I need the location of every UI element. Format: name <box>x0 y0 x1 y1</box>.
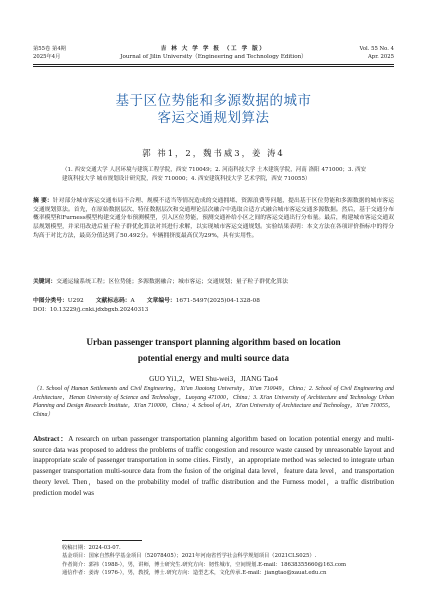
article-number-value: 1671-5497(2025)04-1328-08 <box>175 298 260 304</box>
doi: DOI：10.13229/j.cnki.jdxbgxb.20240313 <box>33 307 149 313</box>
paper-title-en-line2: potential energy and multi source data <box>137 352 290 363</box>
running-header <box>33 45 394 73</box>
keywords-cn-text: 交通运输系统工程；区位势能；多源数据融合；城市客运；交通规划；量子粒子群优化算法 <box>56 279 289 285</box>
keywords-cn-label: 关键词： <box>33 279 57 285</box>
abstract-cn-label: 摘 要： <box>33 198 53 204</box>
abstract-en-text: A research on urban passenger transportation planning algorithm based on location potential energy and multi-source data was proposed to address the problems of traffic congestion and resource waste caused by unreasonable layout and inappropriate scale of passenger transportation in some cities. Firstly，an appropriate method was selected to integrate urban passenger transportation multi-source data from the fusion of the original data level，feature data level，and transportation theory level. Then，based on the probability model of traffic distribution and the Furness model，a traffic distribution prediction model was <box>33 435 394 497</box>
volume-issue-en: Vol. 55 No. 4 <box>359 46 394 52</box>
corresponding-author: 通信作者：姜涛（1976-），男，教授，博士.研究方向：造型艺术，文化传承.E-mail：jiangtao@xauat.edu.cn <box>62 569 327 576</box>
authors-en: GUO Yi1,2，WEI Shu-wei3，JIANG Tao4 <box>149 374 278 383</box>
paper-title-en <box>33 335 394 366</box>
clc-value: U292 <box>67 298 84 304</box>
clc-label: 中图分类号： <box>33 298 68 304</box>
paper-title-cn-line1: 基于区位势能和多源数据的城市 <box>115 93 312 109</box>
authors-cn: 郭 祎1，2，魏书威3，姜 涛4 <box>142 148 285 158</box>
received-date: 收稿日期：2024-03-07. <box>62 545 121 551</box>
journal-name-en: Journal of Jilin University（Engineering and Technology Edition） <box>120 54 307 60</box>
paper-title-cn-line2: 客运交通规划算法 <box>157 110 270 126</box>
article-number-label: 文章编号： <box>146 298 176 304</box>
fund-info: 基金项目：国家自然科学基金项目（52078405）；2021年河南省哲学社会科学规划项目（2021CLS025）. <box>62 553 317 560</box>
doc-code-label: 文献标志码： <box>95 298 131 304</box>
paper-title-en-line1: Urban passenger transport planning algorithm based on location <box>86 337 341 347</box>
abstract-cn <box>33 197 394 241</box>
abstract-en <box>33 434 394 498</box>
journal-name-cn: 吉 林 大 学 学 报 （工 学 版） <box>160 46 267 52</box>
affiliations-cn: （1. 西安交通大学 人居环境与建筑工程学院，西安 710049；2. 河南科技大学 土木建筑学院，河南 洛阳 471000；3. 西安建筑科技大学 城市规划设计研究院，西安 710000；4. 西安建筑科技大学 艺术学院，西安 710055） <box>62 167 366 182</box>
issue-info-en <box>360 45 394 61</box>
author-bio: 作者简介：郭祎（1988-），男，讲师，博士研究生.研究方向：韧性城市，空间规划.E-mail：18638355660@163.com <box>62 561 347 568</box>
affiliations-en: （1. School of Human Settlements and Civil Engineering，Xi'an Jiaotong University，Xi'an 710049，China；2. School of Civil Engineering and Architecture，Henan University of Science and Technology，Luoyang 471000，China；3. Xi'an University of Architecture and Technology Urban Planning and Design Research Institute，Xi'an 710000，China；4. School of Art，Xi'an University of Architecture and Technology，Xi'an 710055，China） <box>33 386 394 418</box>
footnotes <box>62 544 394 577</box>
classification-line <box>33 297 260 306</box>
footnote-rule <box>62 540 142 541</box>
doc-code-value: A <box>130 298 135 304</box>
journal-name <box>33 45 394 61</box>
keywords-cn <box>33 278 394 287</box>
date-cn: 2025年4月 <box>33 54 61 60</box>
header-rule-bottom <box>33 66 394 67</box>
abstract-cn-text: 针对部分城市客运交通布局不合理、规模不适当等情况造成的交通拥堵、资源浪费等问题，提出基于区位势能和多源数据的城市客运交通规划算法。首先，在原始数据层次、特征数据层次和交通理论层次融合中选取合适方式融合城市客运交通多源数据。然后，基于交通分布概率模型和Furness模型构建交通分布预测模型，引入区位势能，预测交通补给小区之间的客运交通出行分布量。最后，构建城市客运交通双层规划模型，并采用改进后量子粒子群优化算法对其进行求解，以实现城市客运交通规划。实验结果表明：本文方法在各项评价指标中的得分均高于对比方法，最高分值达到了50.492分。车辆拥挤度最高仅为29%，具有实用性。 <box>33 198 394 239</box>
volume-issue-cn: 第55卷 第4期 <box>33 46 66 52</box>
date-en: Apr. 2025 <box>367 54 394 60</box>
abstract-en-label: Abstract： <box>33 435 69 443</box>
